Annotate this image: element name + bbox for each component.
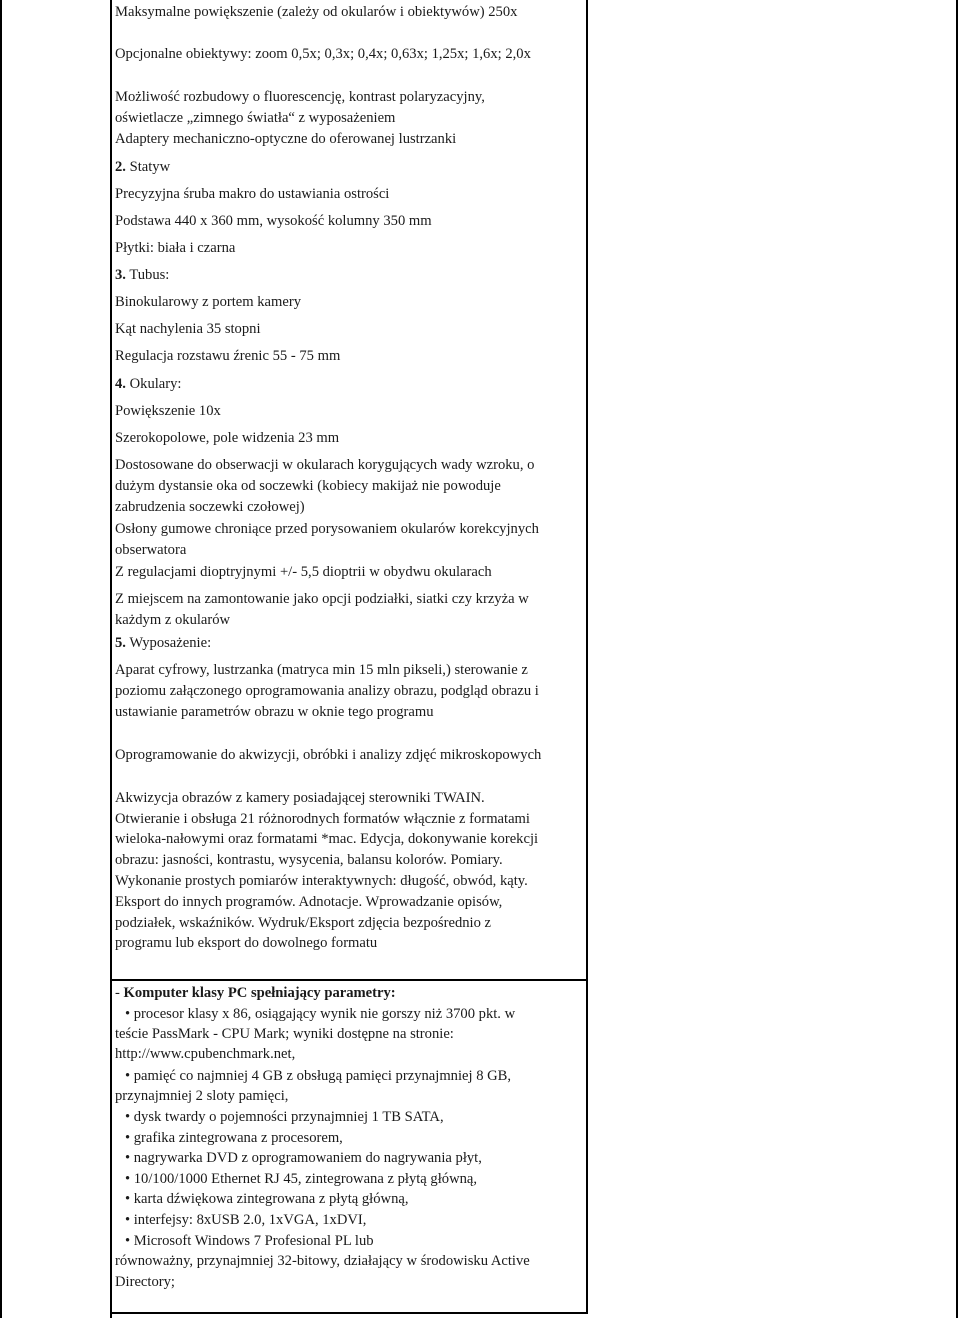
bullet-item: • Microsoft Windows 7 Profesional PL lub — [125, 1233, 374, 1249]
spec-line: Adaptery mechaniczno-optyczne do oferowanej lustrzanki — [115, 131, 457, 147]
bullet-item: • nagrywarka DVD z oprogramowaniem do nagrywania płyt, — [125, 1150, 482, 1166]
bullet-item: • 10/100/1000 Ethernet RJ 45, zintegrowana z płytą główną, — [125, 1171, 478, 1187]
bullet-continuation: Directory; — [115, 1274, 175, 1290]
bullet-continuation: http://www.cpubenchmark.net, — [115, 1046, 296, 1062]
computer-heading — [115, 983, 396, 1004]
spec-line: Kąt nachylenia 35 stopni — [115, 321, 261, 337]
cell-divider — [110, 979, 588, 981]
section-heading-wyposazenie — [115, 633, 211, 654]
bullet-item: • procesor klasy x 86, osiągający wynik nie gorszy niż 3700 pkt. w — [125, 1006, 516, 1022]
bullet-item: • karta dźwiękowa zintegrowana z płytą główną, — [125, 1191, 409, 1207]
spec-line: Precyzyjna śruba makro do ustawiania ostrości — [115, 186, 390, 202]
bullet-item: • grafika zintegrowana z procesorem, — [125, 1130, 343, 1146]
spec-line: Opcjonalne obiektywy: zoom 0,5x; 0,3x; 0,4x; 0,63x; 1,25x; 1,6x; 2,0x — [115, 46, 531, 62]
spec-line: Możliwość rozbudowy o fluorescencję, kontrast polaryzacyjny, — [115, 89, 485, 105]
spec-line: każdym z okularów — [115, 612, 231, 628]
bullet-item: • interfejsy: 8xUSB 2.0, 1xVGA, 1xDVI, — [125, 1212, 367, 1228]
spec-line: Otwieranie i obsługa 21 różnorodnych formatów włącznie z formatami — [115, 811, 530, 827]
section-title: Statyw — [125, 159, 171, 175]
bullet-item: • pamięć co najmniej 4 GB z obsługą pamięci przynajmniej 8 GB, — [125, 1068, 512, 1084]
spec-line: Wykonanie prostych pomiarów interaktywnych: długość, obwód, kąty. — [115, 873, 528, 889]
table-border-middle — [586, 0, 588, 1314]
spec-line: programu lub eksport do dowolnego formatu — [115, 935, 378, 951]
spec-line: obserwatora — [115, 542, 187, 558]
section-number: 5. — [115, 635, 126, 651]
section-heading-tubus — [115, 265, 169, 286]
spec-line: Maksymalne powiększenie (zależy od okularów i obiektywów) 250x — [115, 4, 518, 20]
spec-line: Płytki: biała i czarna — [115, 240, 236, 256]
section-title: Wyposażenie: — [125, 635, 212, 651]
spec-line: podziałek, wskaźników. Wydruk/Eksport zdjęcia bezpośrednio z — [115, 915, 492, 931]
spec-line: Podstawa 440 x 360 mm, wysokość kolumny 350 mm — [115, 213, 432, 229]
spec-line: obrazu: jasności, kontrastu, wysycenia, balansu kolorów. Pomiary. — [115, 852, 503, 868]
section-title: Tubus: — [125, 267, 170, 283]
spec-line: Szerokopolowe, pole widzenia 23 mm — [115, 430, 340, 446]
section-number: 4. — [115, 376, 126, 392]
section-heading-okulary — [115, 374, 181, 395]
heading-dash: - — [115, 985, 124, 1001]
spec-line: wieloka-nałowymi oraz formatami *mac. Edycja, dokonywanie korekcji — [115, 831, 539, 847]
spec-line: Binokularowy z portem kamery — [115, 294, 302, 310]
spec-line: Akwizycja obrazów z kamery posiadającej sterowniki TWAIN. — [115, 790, 485, 806]
section-number: 3. — [115, 267, 126, 283]
bullet-continuation: teście PassMark - CPU Mark; wyniki dostępne na stronie: — [115, 1026, 454, 1042]
table-border-left-outer — [0, 0, 2, 1318]
spec-line: Z regulacjami dioptryjnymi +/- 5,5 dioptrii w obydwu okularach — [115, 564, 492, 580]
table-border-left — [110, 0, 112, 1318]
spec-line: Z miejscem na zamontowanie jako opcji podziałki, siatki czy krzyża w — [115, 591, 529, 607]
bullet-continuation: równoważny, przynajmniej 32-bitowy, działający w środowisku Active — [115, 1253, 530, 1269]
spec-line: Aparat cyfrowy, lustrzanka (matryca min 15 mln pikseli,) sterowanie z — [115, 662, 528, 678]
section-heading-statyw — [115, 157, 170, 178]
spec-line: ustawianie parametrów obrazu w oknie tego programu — [115, 704, 434, 720]
spec-line: Regulacja rozstawu źrenic 55 - 75 mm — [115, 348, 341, 364]
cell-bottom-border — [110, 1312, 588, 1314]
spec-line: Dostosowane do obserwacji w okularach korygujących wady wzroku, o — [115, 457, 535, 473]
table-border-right — [956, 0, 958, 1318]
bullet-item: • dysk twardy o pojemności przynajmniej 1 TB SATA, — [125, 1109, 444, 1125]
heading-text: Komputer klasy PC spełniający parametry: — [123, 985, 396, 1001]
spec-line: Eksport do innych programów. Adnotacje. Wprowadzanie opisów, — [115, 894, 503, 910]
spec-line: dużym dystansie oka od soczewki (kobiecy makijaż nie powoduje — [115, 478, 501, 494]
bullet-continuation: przynajmniej 2 sloty pamięci, — [115, 1088, 289, 1104]
spec-line: zabrudzenia soczewki czołowej) — [115, 499, 305, 515]
spec-line: Powiększenie 10x — [115, 403, 221, 419]
spec-line: oświetlacze „zimnego światła“ z wyposażeniem — [115, 110, 396, 126]
spec-line: poziomu załączonego oprogramowania analizy obrazu, podgląd obrazu i — [115, 683, 539, 699]
spec-line: Oprogramowanie do akwizycji, obróbki i analizy zdjęć mikroskopowych — [115, 747, 542, 763]
section-title: Okulary: — [125, 376, 182, 392]
spec-line: Osłony gumowe chroniące przed porysowaniem okularów korekcyjnych — [115, 521, 539, 537]
section-number: 2. — [115, 159, 126, 175]
